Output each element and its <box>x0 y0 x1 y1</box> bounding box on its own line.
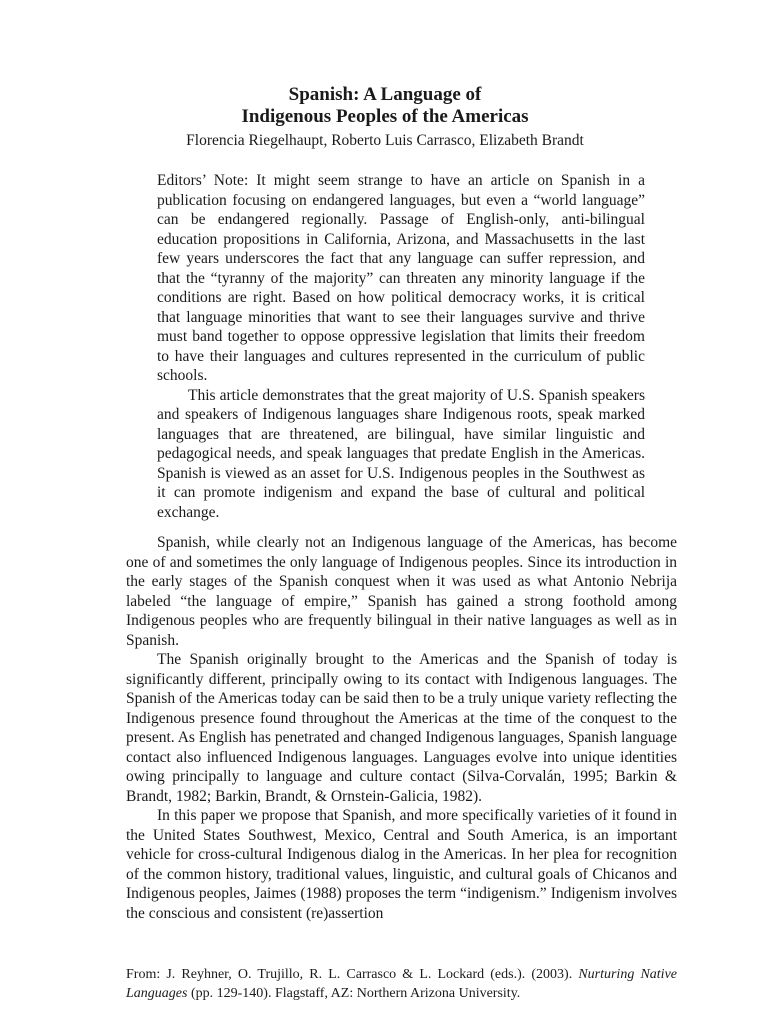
source-citation <box>126 966 677 1003</box>
article-title-line-1: Spanish: A Language of <box>288 84 482 105</box>
editors-note <box>157 171 645 522</box>
citation-suffix: (pp. 129-140). Flagstaff, AZ: Northern Arizona University. <box>187 985 521 1001</box>
citation-prefix: From: J. Reyhner, O. Trujillo, R. L. Carrasco & L. Lockard (eds.). (2003). <box>126 967 579 982</box>
editors-note-paragraph: Editors’ Note: It might seem strange to have an article on Spanish in a publication focusing on endangered languages, but even a “world language” can be endangered regionally. Passage of English-only, anti-bilingual education propositions in California, Arizona, and Massachusetts in the last few years underscores the fact that any language can suffer repression, and that the “tyranny of the majority” can threaten any minority language if the conditions are right. Based on how political democracy works, it is critical that language minorities that want to see their languages survive and thrive must band together to oppose oppressive legislation that limits their freedom to have their languages and cultures represented in the curriculum of public schools. <box>157 172 645 384</box>
article-authors: Florencia Riegelhaupt, Roberto Luis Carrasco, Elizabeth Brandt <box>186 132 584 149</box>
article-body <box>126 533 677 923</box>
body-paragraph: The Spanish originally brought to the Americas and the Spanish of today is significantly different, principally owing to its contact with Indigenous languages. The Spanish of the Americas today can be said then to be a truly unique variety reflecting the Indigenous presence found throughout the Americas at the time of the conquest to the present. As English has penetrated and changed Indigenous languages, Spanish language contact also influenced Indigenous languages. Languages evolve into unique identities owing principally to language and culture contact (Silva-Corvalán, 1995; Barkin & Brandt, 1982; Barkin, Brandt, & Ornstein-Galicia, 1982). <box>126 651 677 805</box>
editors-note-paragraph: This article demonstrates that the great majority of U.S. Spanish speakers and speakers of Indigenous languages share Indigenous roots, speak marked languages that are threatened, are bilingual, have similar linguistic and pedagogical needs, and speak languages that predate English in the Americas. Spanish is viewed as an asset for U.S. Indigenous peoples in the Southwest as it can promote indigenism and expand the base of cultural and political exchange. <box>157 386 645 521</box>
body-paragraph: Spanish, while clearly not an Indigenous language of the Americas, has become one of and sometimes the only language of Indigenous peoples. Since its introduction in the early stages of the Spanish conquest when it was used as what Antonio Nebrija labeled “the language of empire,” Spanish has gained a strong foothold among Indigenous peoples who are frequently bilingual in their native languages as well as in Spanish. <box>126 534 677 649</box>
body-paragraph: In this paper we propose that Spanish, and more specifically varieties of it found in the United States Southwest, Mexico, Central and South America, is an important vehicle for cross-cultural Indigenous dialog in the Americas. In her plea for recognition of the common history, traditional values, linguistic, and cultural goals of Chicanos and Indigenous peoples, Jaimes (1988) proposes the term “indigenism.” Indigenism involves the conscious and consistent (re)assertion <box>126 807 677 922</box>
article-title-line-2: Indigenous Peoples of the Americas <box>241 106 529 127</box>
citation-book-title: Nurturing Native Languages <box>126 967 677 1001</box>
